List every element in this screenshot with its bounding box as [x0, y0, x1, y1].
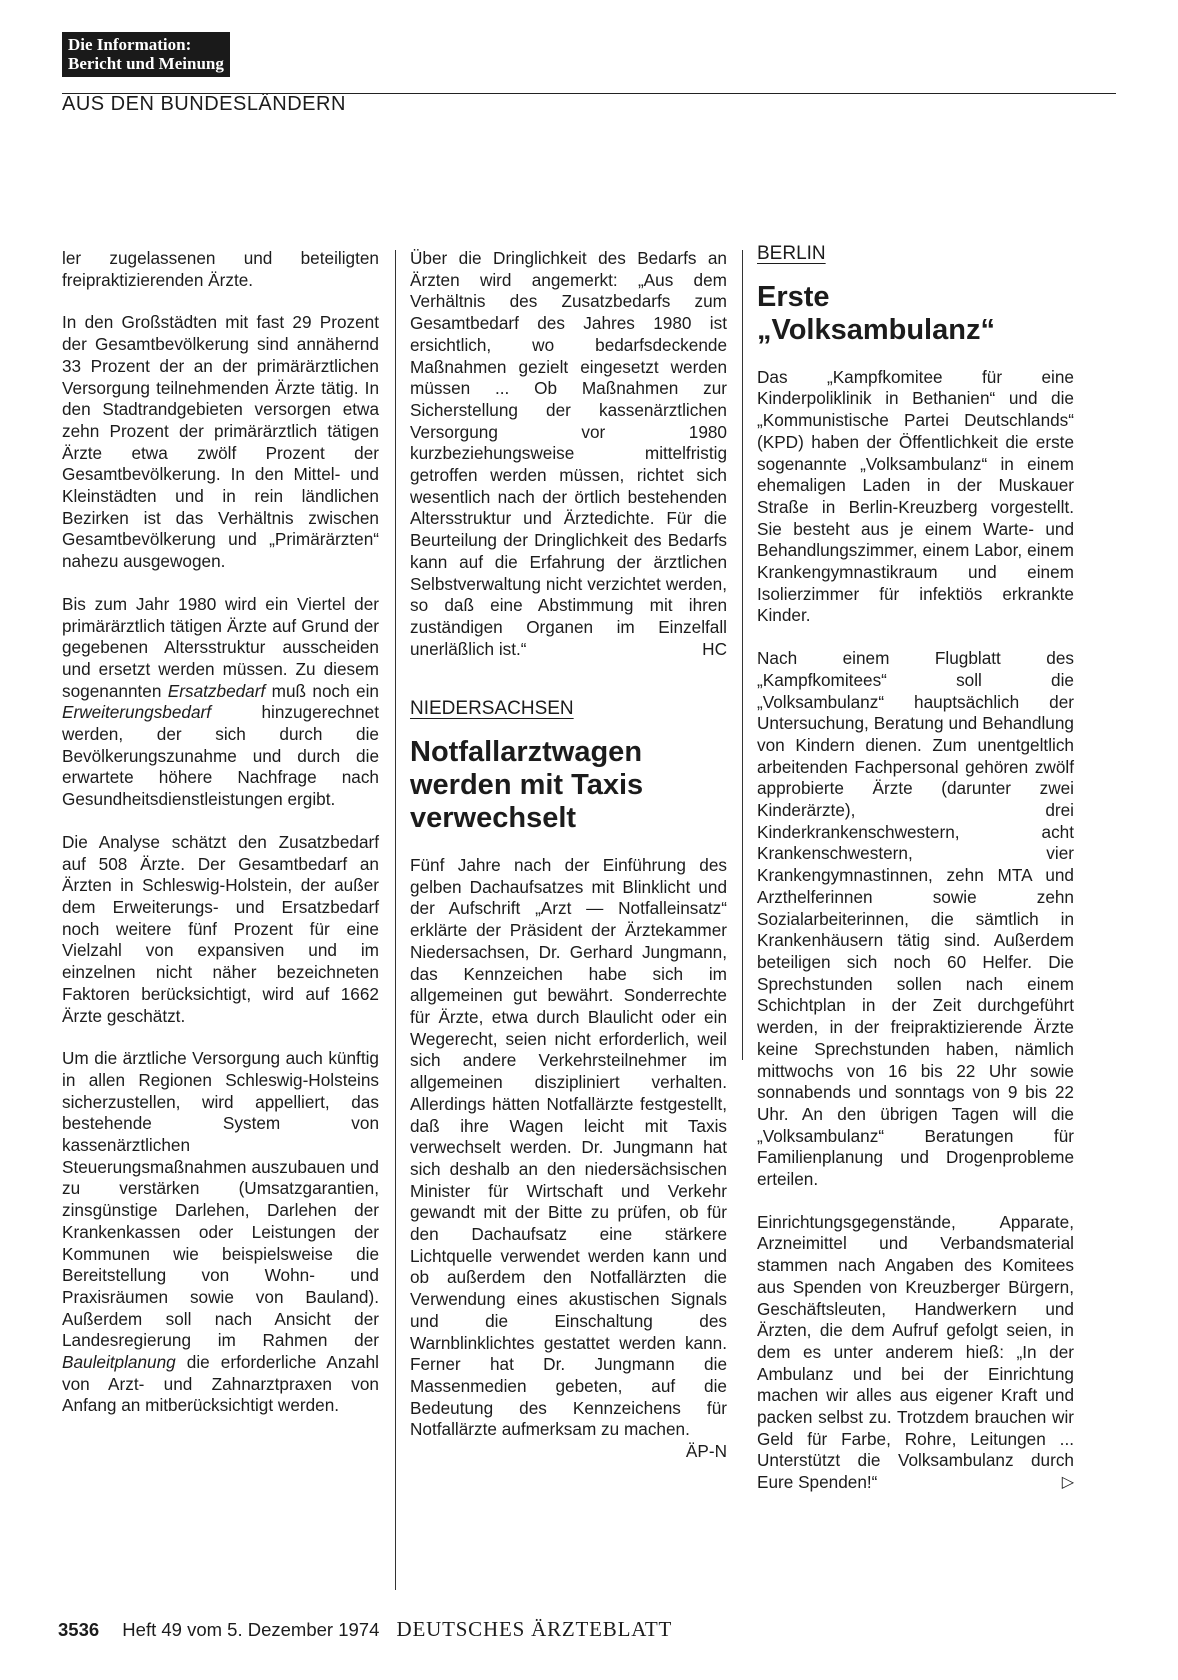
- rubric-box: [62, 32, 230, 77]
- section-title: AUS DEN BUNDESLÄNDERN: [62, 93, 346, 115]
- emphasis: Ersatzbedarf: [167, 680, 266, 701]
- paragraph: In den Großstädten mit fast 29 Prozent der Gesamtbevölkerung sind annähernd 33 Prozent der an der primärärztlichen Versorgung teilnehmenden Ärzte tätig. In den Stadtrandgebieten versorgen etwa zehn Prozent der primärärztlich tätigen Ärzte etwa zwölf Prozent der Gesamtbevölkerung. In den Mittel- und Kleinstädten und in rein ländlichen Bezirken ist das Verhältnis zwischen Gesamtbevölkerung und „Primärärzten“ nahezu ausgewogen.: [62, 312, 379, 572]
- paragraph: Einrichtungsgegenstände, Apparate, Arzneimittel und Verbandsmaterial stammen nach Angaben des Komitees aus Spenden von Kreuzberger Bürgern, Geschäftsleuten, Handwerkern und Ärzten, die dem Aufruf gefolgt seien, in dem es unter anderem hieß: „In der Ambulanz und bei der Einrichtung machen wir alles aus eigener Kraft und packen selbst zu. Trotzdem brauchen wir Geld für Farbe, Rohre, Leitungen ... Unterstützt die Volksambulanz durch Eure Spenden!“ ▷: [757, 1211, 1074, 1493]
- column-2: [410, 248, 727, 1463]
- paragraph: Bis zum Jahr 1980 wird ein Viertel der primärärztlich tätigen Ärzte auf Grund der gegebenen Altersstruktur ausscheiden und ersetzt werden müssen. Zu diesem sogenannten Ersatzbedarf muß noch ein Erweiterungsbedarf hinzugerechnet werden, der sich durch die Bevölkerungszunahme und durch die erwartete höhere Nachfrage nach Gesundheitsdienstleistungen ergibt.: [62, 593, 379, 810]
- article-headline: Notfallarztwagen werden mit Taxis verwechselt: [410, 736, 644, 835]
- paragraph: Nach einem Flugblatt des „Kampfkomitees“ soll die „Volksambulanz“ hauptsächlich der Untersuchung, Beratung und Behandlung von Kindern dienen. Zum unentgeltlich arbeitenden Fachpersonal gehören zwölf approbierte Ärzte (darunter zwei Kinderärzte), drei Kinderkrankenschwestern, acht Krankenschwestern, vier Krankengymnastinnen, zehn MTA und Arzthelferinnen sowie zehn Sozialarbeiterinnen, die sämtlich in Krankenhäusern tätig sind. Außerdem beteiligen sich noch 60 Helfer. Die Sprechstunden sollen nach einem Schichtplan in der Zeit durchgeführt werden, in der freipraktizierende Ärzte keine Sprechstunden haben, nämlich mittwochs von 16 bis 22 Uhr sowie sonnabends und sonntags von 9 bis 22 Uhr. An den übrigen Tagen will die „Volksambulanz“ Beratungen für Familienplanung und Drogenprobleme erteilen.: [757, 648, 1074, 1190]
- column-divider-2: [742, 250, 743, 1060]
- paragraph: Fünf Jahre nach der Einführung des gelben Dachaufsatzes mit Blinklicht und der Aufschrift „Arzt — Notfalleinsatz“ erklärte der Präsident der Ärztekammer Niedersachsen, Dr. Gerhard Jungmann, das Kennzeichen habe sich im allgemeinen gut bewährt. Sonderrechte für Ärzte, etwa durch Blaulicht oder ein Wegerecht, seien nicht erforderlich, weil sich andere Verkehrsteilnehmer im allgemeinen diszipliniert verhalten. Allerdings hätten Notfallärzte festgestellt, daß ihre Wagen leicht mit Taxis verwechselt werden. Dr. Jungmann hat sich deshalb an den niedersächsischen Minister für Wirtschaft und Verkehr gewandt mit der Bitte zu prüfen, ob für den Dachaufsatz eine stärkere Lichtquelle verwendet werden kann und ob außerdem den Notfallärzten die Verwendung eines akustischen Signals und die Einschaltung des Warnblinklichtes gestattet werden kann. Ferner hat Dr. Jungmann die Massenmedien gebeten, auf die Bedeutung des Kennzeichens für Notfallärzte aufmerksam zu machen. ÄP-N: [410, 855, 727, 1462]
- magazine-name: DEUTSCHES ÄRZTEBLATT: [396, 1617, 673, 1641]
- column-3: [757, 243, 1074, 1515]
- rubric-line-2: Bericht und Meinung: [68, 54, 224, 73]
- paragraph: Das „Kampfkomitee für eine Kinderpoliklinik in Bethanien“ und die „Kommunistische Partei Deutschlands“ (KPD) haben der Öffentlichkeit die erste sogenannte „Volksambulanz“ in einem ehemaligen Laden in der Muskauer Straße in Berlin-Kreuzberg vorgestellt. Sie besteht aus je einem Warte- und Behandlungszimmer, einem Labor, einem Krankengymnastikraum und einem Isolierzimmer für infektiös erkrankte Kinder.: [757, 366, 1074, 626]
- region-label: NIEDERSACHSEN: [410, 698, 574, 720]
- author-sign: HC: [702, 638, 727, 659]
- header-rule: [62, 93, 1116, 94]
- rubric-line-1: Die Information:: [68, 35, 192, 54]
- continue-arrow-icon: ▷: [1061, 1474, 1074, 1492]
- column-1: [62, 248, 379, 1438]
- paragraph: Über die Dringlichkeit des Bedarfs an Ärzten wird angemerkt: „Aus dem Verhältnis des Zusatzbedarfs zum Gesamtbedarf des Jahres 1980 ist ersichtlich, wo bedarfsdeckende Maßnahmen gezielt eingesetzt werden müssen ... Ob Maßnahmen zur Sicherstellung der kassenärztlichen Versorgung vor 1980 kurzbeziehungsweise mittelfristig getroffen werden müssen, richtet sich wesentlich nach der örtlich bestehenden Altersstruktur und Ärztedichte. Für die Beurteilung der Dringlichkeit des Bedarfs kann auf die Erfahrung der ärztlichen Selbstverwaltung nicht verzichtet werden, so daß eine Abstimmung mit ihren zuständigen Organen im Einzelfall unerläßlich ist.“ HC: [410, 248, 727, 659]
- page-footer: [58, 1617, 672, 1642]
- paragraph: ler zugelassenen und beteiligten freipraktizierenden Ärzte.: [62, 248, 379, 290]
- emphasis: Erweiterungsbedarf: [62, 702, 212, 723]
- article-headline: Erste „Volksambulanz“: [757, 280, 995, 346]
- page-number: 3536: [58, 1619, 100, 1640]
- issue-info: Heft 49 vom 5. Dezember 1974: [122, 1619, 380, 1640]
- region-label: BERLIN: [757, 243, 826, 264]
- paragraph: Um die ärztliche Versorgung auch künftig in allen Regionen Schleswig-Holsteins sicherzustellen, wird appelliert, das bestehende System von kassenärztlichen Steuerungsmaßnahmen auszubauen und zu verstärken (Umsatzgarantien, zinsgünstige Darlehen, Darlehen der Krankenkassen oder Leistungen der Kommunen wie beispielsweise die Bereitstellung von Wohn- und Praxisräumen sowie von Bauland). Außerdem soll nach Ansicht der Landesregierung im Rahmen der Bauleitplanung die erforderliche Anzahl von Arzt- und Zahnarztpraxen von Anfang an mitberücksichtigt werden.: [62, 1048, 379, 1416]
- author-sign: ÄP-N: [685, 1441, 727, 1462]
- paragraph: Die Analyse schätzt den Zusatzbedarf auf 508 Ärzte. Der Gesamtbedarf an Ärzten in Schleswig-Holstein, der außer dem Erweiterungs- und Ersatzbedarf noch weitere fünf Prozent für eine Vielzahl von expansiven und im einzelnen nicht näher bezeichneten Faktoren berücksichtigt, wird auf 1662 Ärzte geschätzt.: [62, 831, 379, 1026]
- column-divider-1: [395, 250, 396, 1590]
- emphasis: Bauleitplanung: [62, 1352, 176, 1373]
